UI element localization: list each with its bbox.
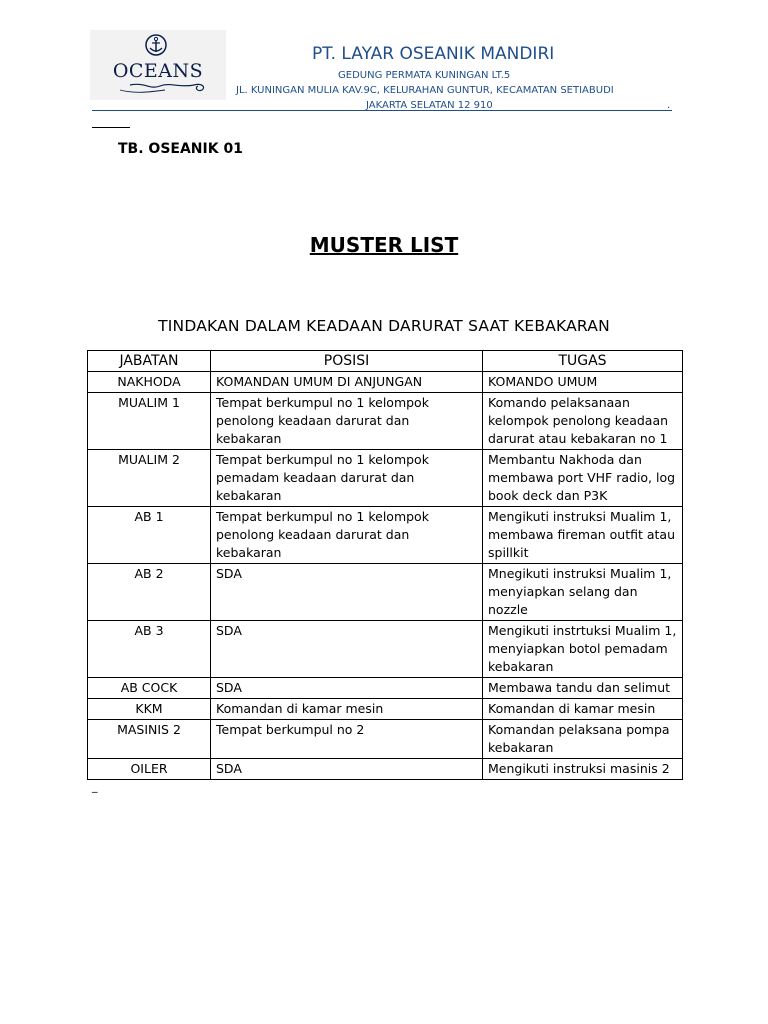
table-row xyxy=(88,450,683,507)
end-mark: _ xyxy=(92,780,98,793)
cell-posisi: Komandan di kamar mesin xyxy=(211,699,483,720)
address-line-1: GEDUNG PERMATA KUNINGAN LT.5 xyxy=(338,70,511,81)
table-row xyxy=(88,507,683,564)
table-row xyxy=(88,678,683,699)
table-row xyxy=(88,720,683,759)
cell-posisi: SDA xyxy=(211,759,483,780)
cell-jabatan: KKM xyxy=(88,699,211,720)
cell-posisi: Tempat berkumpul no 1 kelompok penolong keadaan darurat dan kebakaran xyxy=(211,393,483,450)
header-trailing-dot: . xyxy=(667,100,671,111)
cell-jabatan: AB 1 xyxy=(88,507,211,564)
cell-jabatan: MASINIS 2 xyxy=(88,720,211,759)
cell-posisi: SDA xyxy=(211,621,483,678)
company-logo xyxy=(90,30,226,100)
cell-posisi: Tempat berkumpul no 2 xyxy=(211,720,483,759)
short-divider xyxy=(92,127,130,128)
column-header-jabatan: JABATAN xyxy=(88,351,211,372)
address-line-2: JL. KUNINGAN MULIA KAV.9C, KELURAHAN GUNTUR, KECAMATAN SETIABUDI xyxy=(236,85,614,96)
cell-jabatan: NAKHODA xyxy=(88,372,211,393)
table-row xyxy=(88,393,683,450)
header-divider xyxy=(92,110,672,111)
logo-text: OCEANS xyxy=(112,60,204,82)
column-header-tugas: TUGAS xyxy=(483,351,683,372)
cell-jabatan: AB COCK xyxy=(88,678,211,699)
company-name: PT. LAYAR OSEANIK MANDIRI xyxy=(312,44,555,64)
cell-jabatan: OILER xyxy=(88,759,211,780)
cell-tugas: Komandan pelaksana pompa kebakaran xyxy=(483,720,683,759)
table-row xyxy=(88,621,683,678)
cell-tugas: Mengikuti instrtuksi Mualim 1, menyiapkan botol pemadam kebakaran xyxy=(483,621,683,678)
cell-posisi: KOMANDAN UMUM DI ANJUNGAN xyxy=(211,372,483,393)
cell-jabatan: MUALIM 1 xyxy=(88,393,211,450)
muster-table xyxy=(87,350,683,780)
cell-tugas: Mengikuti instruksi Mualim 1, membawa fireman outfit atau spillkit xyxy=(483,507,683,564)
document-subtitle: TINDAKAN DALAM KEADAAN DARURAT SAAT KEBAKARAN xyxy=(158,317,610,335)
cell-tugas: Membawa tandu dan selimut xyxy=(483,678,683,699)
cell-tugas: Mnegikuti instruksi Mualim 1, menyiapkan selang dan nozzle xyxy=(483,564,683,621)
document-title: MUSTER LIST xyxy=(309,233,459,257)
address-line-3: JAKARTA SELATAN 12 910 xyxy=(366,100,493,111)
table-row xyxy=(88,564,683,621)
cell-tugas: Membantu Nakhoda dan membawa port VHF radio, log book deck dan P3K xyxy=(483,450,683,507)
cell-jabatan: MUALIM 2 xyxy=(88,450,211,507)
cell-jabatan: AB 3 xyxy=(88,621,211,678)
table-row xyxy=(88,699,683,720)
cell-tugas: KOMANDO UMUM xyxy=(483,372,683,393)
table-row xyxy=(88,372,683,393)
cell-posisi: SDA xyxy=(211,678,483,699)
column-header-posisi: POSISI xyxy=(211,351,483,372)
cell-tugas: Komandan di kamar mesin xyxy=(483,699,683,720)
cell-tugas: Komando pelaksanaan kelompok penolong keadaan darurat atau kebakaran no 1 xyxy=(483,393,683,450)
cell-jabatan: AB 2 xyxy=(88,564,211,621)
table-header-row xyxy=(88,351,683,372)
table-row xyxy=(88,759,683,780)
cell-posisi: Tempat berkumpul no 1 kelompok penolong keadaan darurat dan kebakaran xyxy=(211,507,483,564)
cell-posisi: SDA xyxy=(211,564,483,621)
ship-name: TB. OSEANIK 01 xyxy=(118,141,243,157)
cell-posisi: Tempat berkumpul no 1 kelompok pemadam keadaan darurat dan kebakaran xyxy=(211,450,483,507)
cell-tugas: Mengikuti instruksi masinis 2 xyxy=(483,759,683,780)
